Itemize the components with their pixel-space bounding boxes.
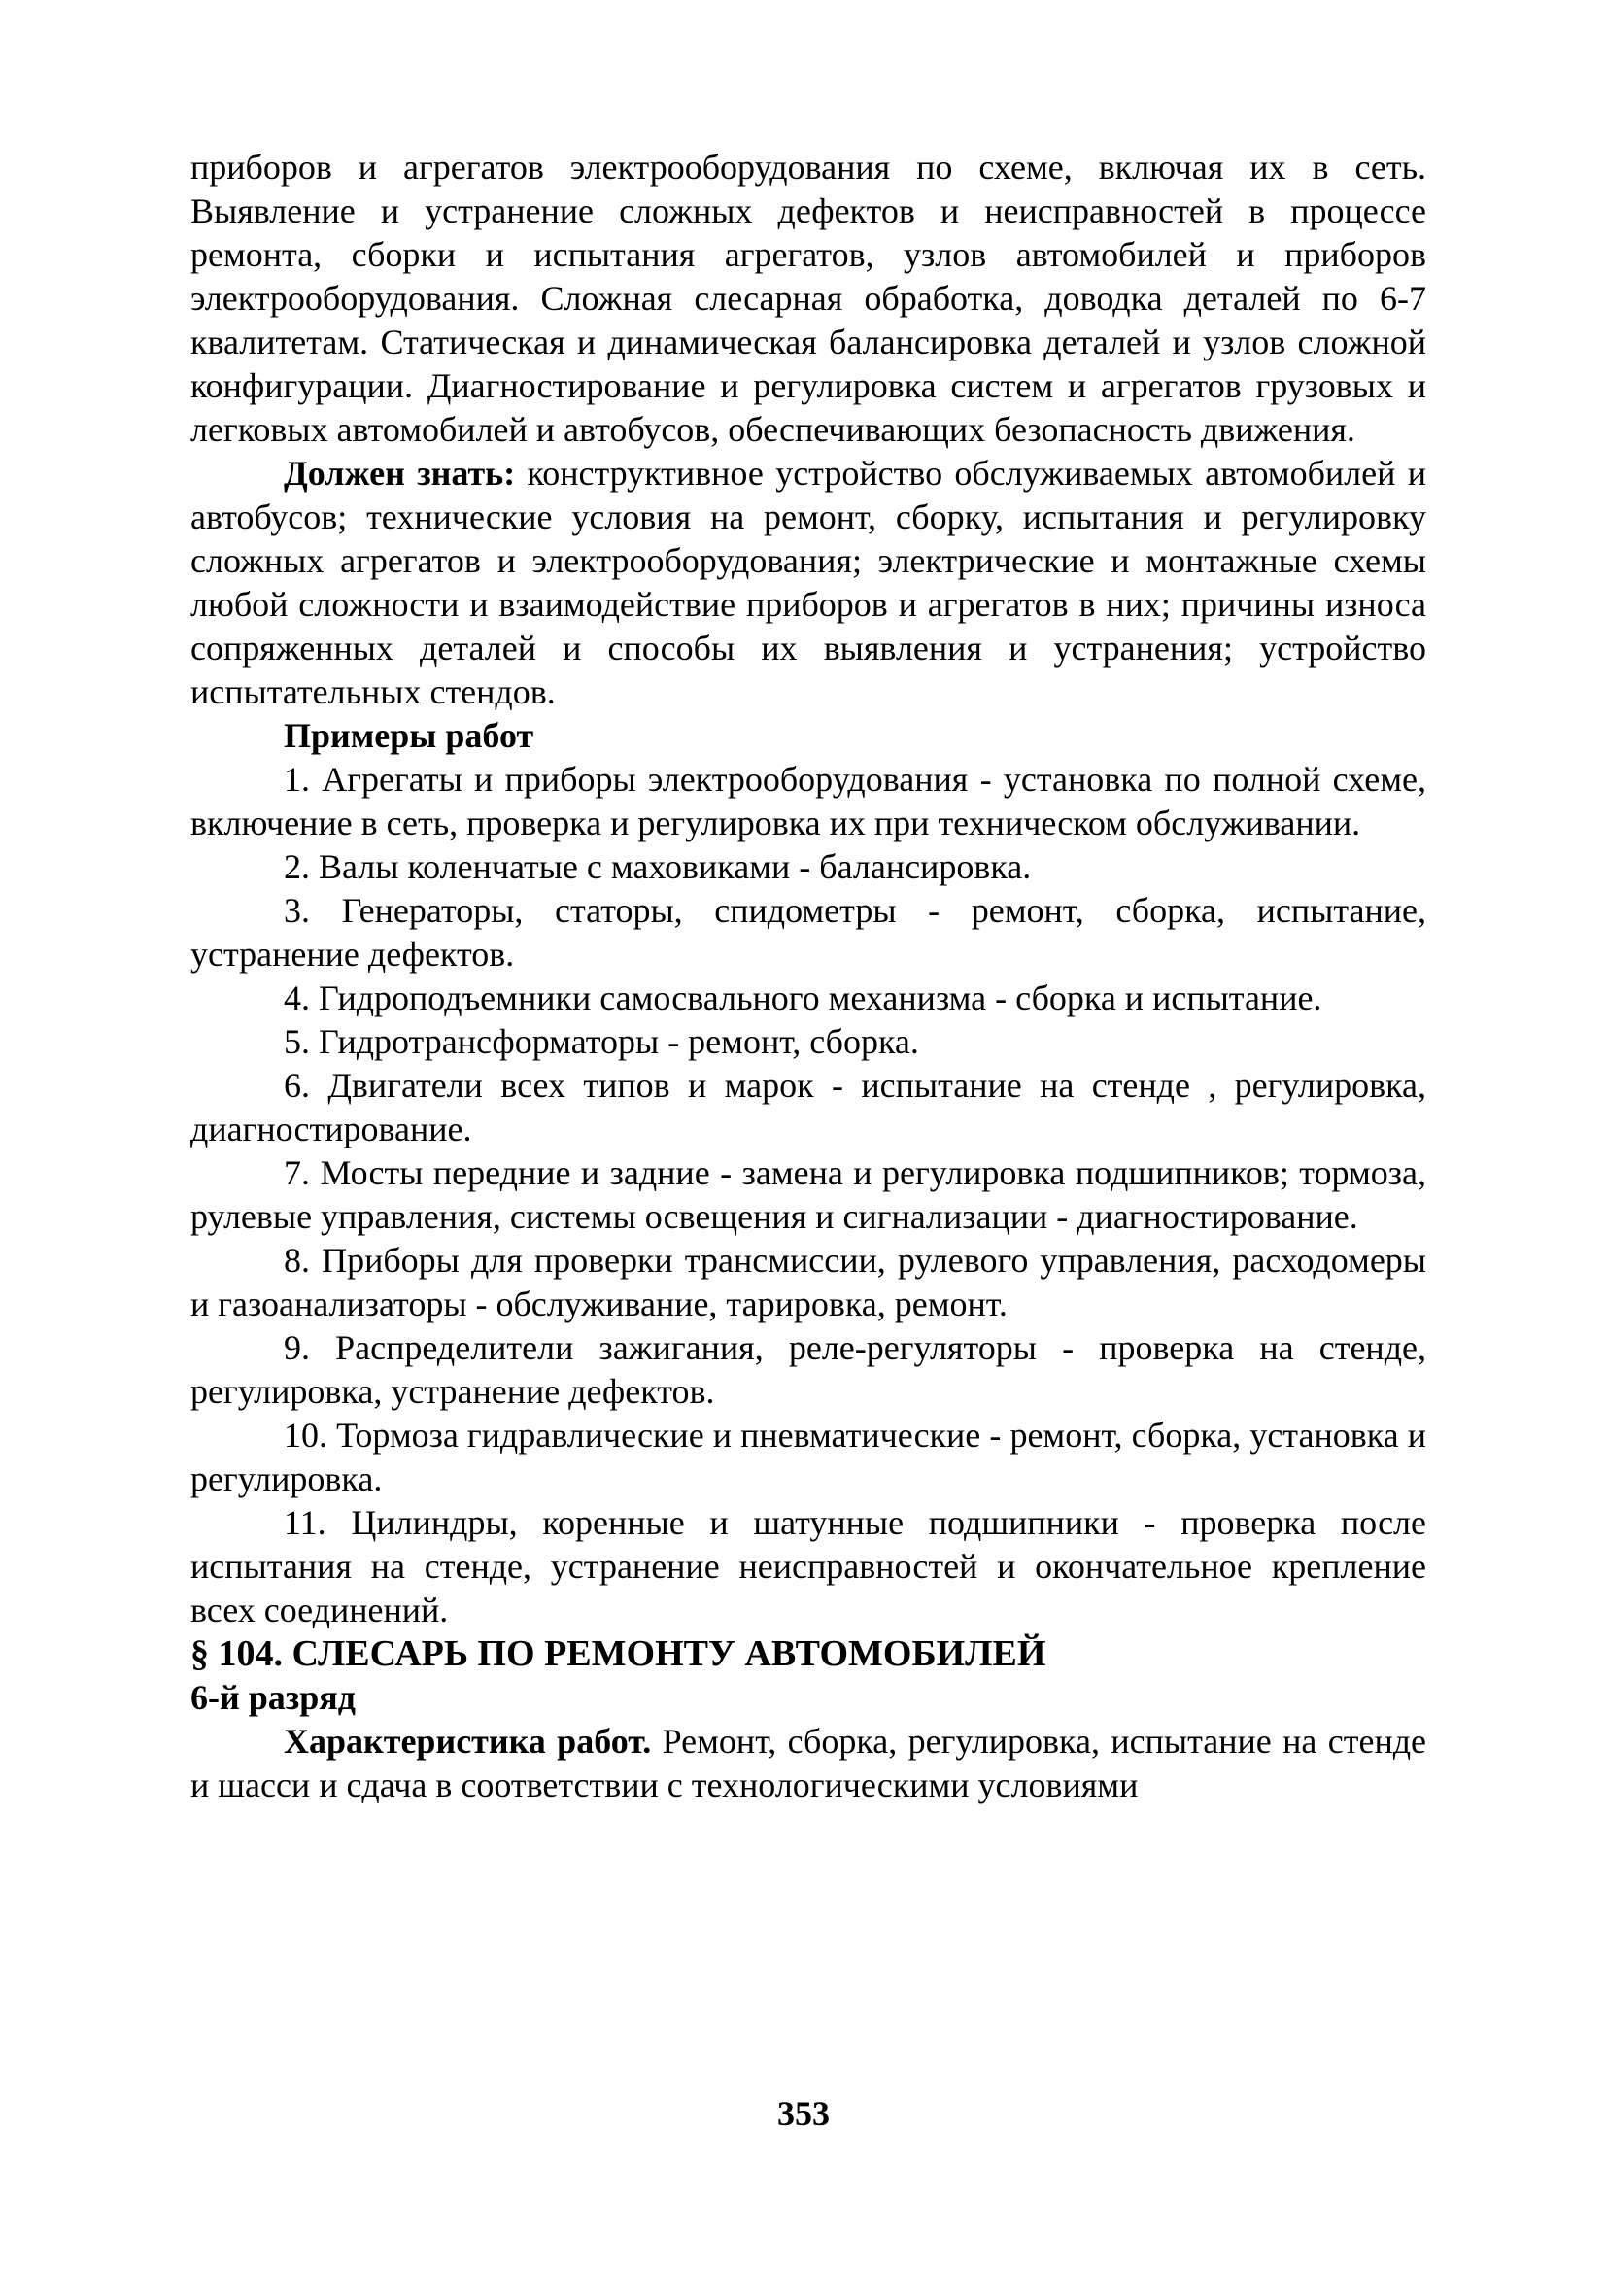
characteristics-label: Характеристика работ. bbox=[284, 1722, 652, 1761]
grade-label: 6-й разряд bbox=[190, 1678, 356, 1717]
example-item: 2. Валы коленчатые с маховиками - балансировка. bbox=[284, 847, 1032, 886]
example-item: 11. Цилиндры, коренные и шатунные подшипники - проверка после испытания на стенде, устранение неисправностей и окончательное крепление всех соединений. bbox=[190, 1503, 1426, 1629]
knowledge-label: Должен знать: bbox=[284, 454, 516, 493]
section-title: § 104. СЛЕСАРЬ ПО РЕМОНТУ АВТОМОБИЛЕЙ bbox=[190, 1633, 1046, 1674]
example-item: 5. Гидротрансформаторы - ремонт, сборка. bbox=[284, 1022, 919, 1061]
knowledge-text: конструктивное устройство обслуживаемых автомобилей и автобусов; технические условия на ремонт, сборку, испытания и регулировку сложных агрегатов и электрооборудования; электрические и монтажные схемы любой сложности и взаимодействие приборов и агрегатов в них; причины износа сопряженных деталей и способы их выявления и устранения; устройство испытательных стендов. bbox=[190, 454, 1426, 711]
intro-paragraph: приборов и агрегатов электрооборудования по схеме, включая их в сеть. Выявление и устранение сложных дефектов и неисправностей в процессе ремонта, сборки и испытания агрегатов, узлов автомобилей и приборов электрооборудования. Сложная слесарная обработка, доводка деталей по 6-7 квалитетам. Статическая и динамическая балансировка деталей и узлов сложной конфигурации. Диагностирование и регулировка систем и агрегатов грузовых и легковых автомобилей и автобусов, обеспечивающих безопасность движения. bbox=[190, 148, 1426, 449]
characteristics-paragraph bbox=[190, 1720, 1426, 1807]
examples-heading: Примеры работ bbox=[284, 716, 534, 755]
page-number: 353 bbox=[777, 2094, 830, 2133]
example-item: 9. Распределители зажигания, реле-регуляторы - проверка на стенде, регулировка, устранение дефектов. bbox=[190, 1328, 1426, 1411]
example-item: 4. Гидроподъемники самосвального механизма - сборка и испытание. bbox=[284, 978, 1322, 1017]
example-item: 8. Приборы для проверки трансмиссии, рулевого управления, расходомеры и газоанализаторы - обслуживание, тарировка, ремонт. bbox=[190, 1241, 1426, 1323]
knowledge-paragraph bbox=[190, 452, 1426, 714]
example-item: 1. Агрегаты и приборы электрооборудования - установка по полной схеме, включение в сеть, проверка и регулировка их при техническом обслуживании. bbox=[190, 760, 1426, 842]
example-item: 10. Тормоза гидравлические и пневматические - ремонт, сборка, установка и регулировка. bbox=[190, 1416, 1426, 1498]
example-item: 7. Мосты передние и задние - замена и регулировка подшипников; тормоза, рулевые управления, системы освещения и сигнализации - диагностирование. bbox=[190, 1153, 1426, 1236]
example-item: 3. Генераторы, статоры, спидометры - ремонт, сборка, испытание, устранение дефектов. bbox=[190, 891, 1426, 974]
body-text bbox=[190, 146, 1426, 1807]
characteristics-text: Ремонт, сборка, регулировка, испытание на стенде и шасси и сдача в соответствии с технологическими условиями bbox=[190, 1722, 1426, 1804]
example-item: 6. Двигатели всех типов и марок - испытание на стенде , регулировка, диагностирование. bbox=[190, 1066, 1426, 1148]
